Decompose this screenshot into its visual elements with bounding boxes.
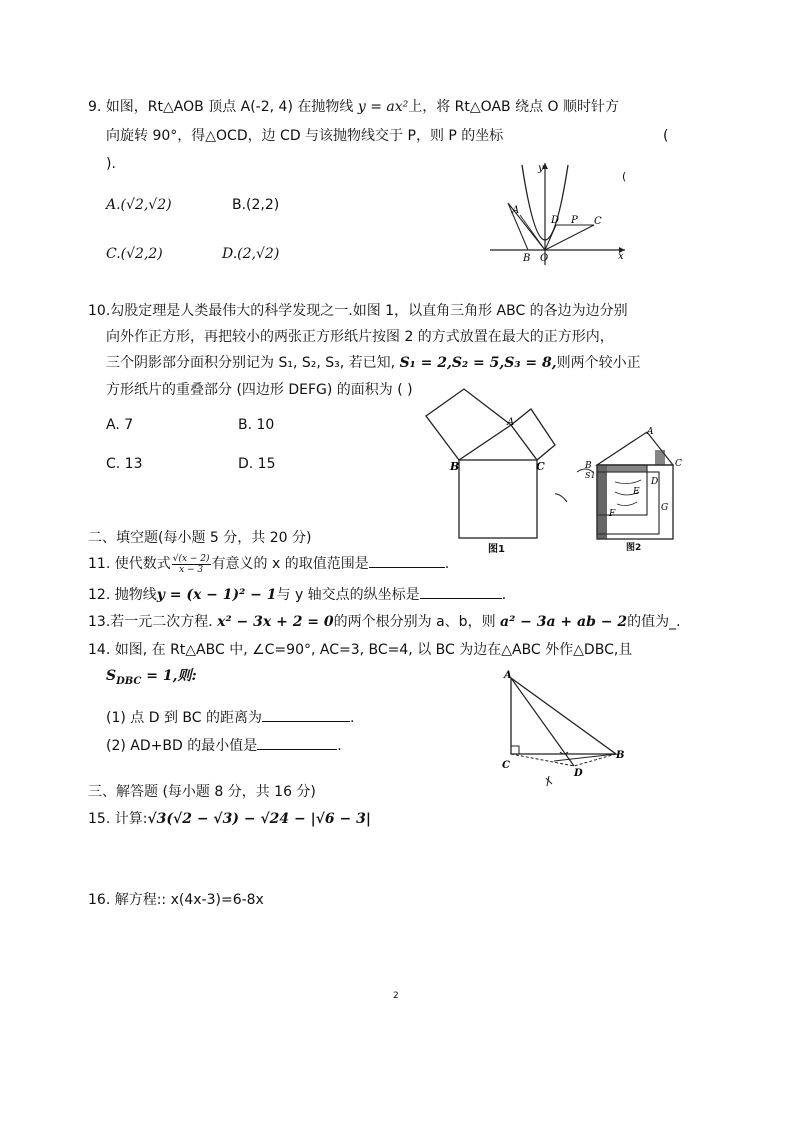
- q11-answer-blank[interactable]: [369, 553, 445, 568]
- q14-segment-bd: [554, 754, 616, 761]
- q9-paren-close: ).: [106, 156, 116, 172]
- q9-paren-open: (: [663, 128, 669, 144]
- q10-figure-1: [422, 385, 557, 555]
- q10-formula: S₁ = 2,S₂ = 5,S₃ = 8,: [399, 355, 557, 371]
- q14-label-a: A: [504, 670, 512, 681]
- q10-fig1-label-a: A: [507, 417, 515, 428]
- q10-fig2-label-g: G: [661, 503, 669, 513]
- q9-stray-mark: (: [622, 170, 627, 183]
- q14-line1: 14. 如图, 在 Rt△ABC 中, ∠C=90°, AC=3, BC=4, 以 BC 为边在△ABC 外作△DBC,且: [88, 642, 633, 658]
- q12-answer-blank[interactable]: [420, 584, 502, 599]
- q13-formula: x² − 3x + 2 = 0: [217, 614, 334, 630]
- q10-fig2-label-e: E: [633, 487, 640, 497]
- q10-fig2-label-c: C: [675, 459, 682, 469]
- q9-segment: [520, 215, 545, 250]
- q9-line1: 9. 如图，Rt△AOB 顶点 A(-2, 4) 在抛物线 y = ax²上，将 Rt△OAB 绕点 O 顺时针方: [88, 99, 619, 115]
- q10-line4: 方形纸片的重叠部分 (四边形 DEFG) 的面积为 ( ): [106, 382, 413, 398]
- q11-fraction: $\frac{√(x - 2)}{x - 3}$: [172, 553, 210, 575]
- q10-option-b: B. 10: [238, 417, 275, 433]
- q14-label-d: D: [574, 768, 583, 779]
- q14-figure: [494, 666, 634, 791]
- q12-line: 12. 抛物线y = (x − 1)² − 1与 y 轴交点的纵坐标是 .: [88, 584, 506, 605]
- q12-formula: y = (x − 1)² − 1: [156, 587, 277, 603]
- q15-line: 15. 计算:√3(√2 − √3) − √24 − |√6 − 3|: [88, 811, 371, 827]
- q9-label-x: x: [618, 251, 624, 262]
- q14-label-c: C: [502, 760, 510, 771]
- q10-fig2-big-square: [597, 465, 673, 539]
- q10-option-d: D. 15: [238, 456, 276, 472]
- q10-fig1-square-bc: [459, 460, 537, 538]
- q10-fig2-arc: [555, 494, 567, 502]
- q10-fig1-caption: 图1: [488, 544, 505, 555]
- q9-label-p: P: [571, 215, 578, 226]
- q9-triangle-ocd: [545, 225, 594, 250]
- q9-label-o: O: [540, 253, 549, 264]
- q10-fig2-label-a: A: [647, 427, 654, 437]
- page-number: 2: [393, 991, 399, 1001]
- q14-sub1-answer-blank[interactable]: [262, 707, 350, 722]
- q10-fig1-square-ac: [511, 409, 555, 460]
- q14-segment-ad: [511, 678, 574, 766]
- q14-scribble: [546, 776, 552, 786]
- section-3-title: 三、解答题 (每小题 8 分，共 16 分): [88, 784, 316, 800]
- q9-figure: [490, 155, 635, 267]
- q10-line3: 三个阴影部分面积分别记为 S₁, S₂, S₃, 若已知, S₁ = 2,S₂ = 5,S₃ = 8,则两个较小正: [106, 355, 641, 371]
- q14-line2: $S_{DBC} = 1$,则:: [106, 668, 197, 687]
- q14-triangle-abc: [511, 678, 616, 754]
- q10-fig1-label-c: C: [536, 460, 545, 473]
- q9-label-b: B: [523, 253, 531, 264]
- q10-fig2-label-d: D: [651, 477, 659, 487]
- q14-sub2-answer-blank[interactable]: [257, 735, 337, 750]
- q14-sub1: (1) 点 D 到 BC 的距离为 .: [106, 707, 354, 728]
- q9-option-a: A.(√2,√2): [106, 197, 172, 213]
- q10-fig1-square-ab: [426, 389, 511, 460]
- q10-fig1-label-b: B: [450, 460, 460, 473]
- q9-label-d: D: [551, 215, 560, 226]
- q9-option-d: D.(2,√2): [222, 246, 280, 262]
- q9-formula: y = ax²: [357, 99, 409, 115]
- q10-fig2-shade-left: [597, 465, 607, 539]
- q9-label-y: y: [538, 163, 544, 174]
- q9-option-b: B.(2,2): [232, 197, 280, 213]
- q9-label-a: A: [512, 205, 520, 216]
- q10-option-a: A. 7: [106, 417, 134, 433]
- q16-line: 16. 解方程:: x(4x-3)=6-8x: [88, 892, 264, 908]
- q14-right-angle: [511, 746, 519, 754]
- q10-line2: 向外作正方形，再把较小的两张正方形纸片按图 2 的方式放置在最大的正方形内，: [106, 329, 614, 345]
- q14-sub2: (2) AD+BD 的最小值是 .: [106, 735, 342, 756]
- q14-label-b: B: [616, 750, 625, 761]
- q10-fig2-label-s1: S1: [585, 471, 596, 480]
- q10-line1: 10.勾股定理是人类最伟大的科学发现之一.如图 1，以直角三角形 ABC 的各边为边分别: [88, 303, 628, 319]
- q10-option-c: C. 13: [106, 456, 143, 472]
- section-2-title: 二、填空题(每小题 5 分，共 20 分): [88, 530, 312, 546]
- q13-formula-2: a² − 3a + ab − 2: [500, 614, 628, 630]
- q10-fig2-shade-right: [655, 450, 665, 465]
- q10-fig2-label-f: F: [609, 509, 616, 519]
- q10-fig2-label-b: B: [585, 461, 592, 471]
- q9-line2: 向旋转 90°，得△OCD，边 CD 与该抛物线交于 P，则 P 的坐标: [106, 128, 504, 144]
- q11-line: 11. 使代数式 $\frac{√(x - 2)}{x - 3}$ 有意义的 x 的取值范围是 .: [88, 553, 450, 575]
- q10-figure-2: [555, 420, 687, 550]
- q13-line: 13.若一元二次方程. x² − 3x + 2 = 0的两个根分别为 a、b，则 a² − 3a + ab − 2的值为_.: [88, 614, 681, 630]
- q10-fig2-shade-top: [607, 465, 647, 472]
- q9-label-c: C: [594, 216, 602, 227]
- q10-fig2-caption: 图2: [626, 543, 642, 553]
- q9-option-c: C.(√2,2): [106, 246, 163, 262]
- q15-formula: √3(√2 − √3) − √24 − |√6 − 3|: [147, 811, 371, 827]
